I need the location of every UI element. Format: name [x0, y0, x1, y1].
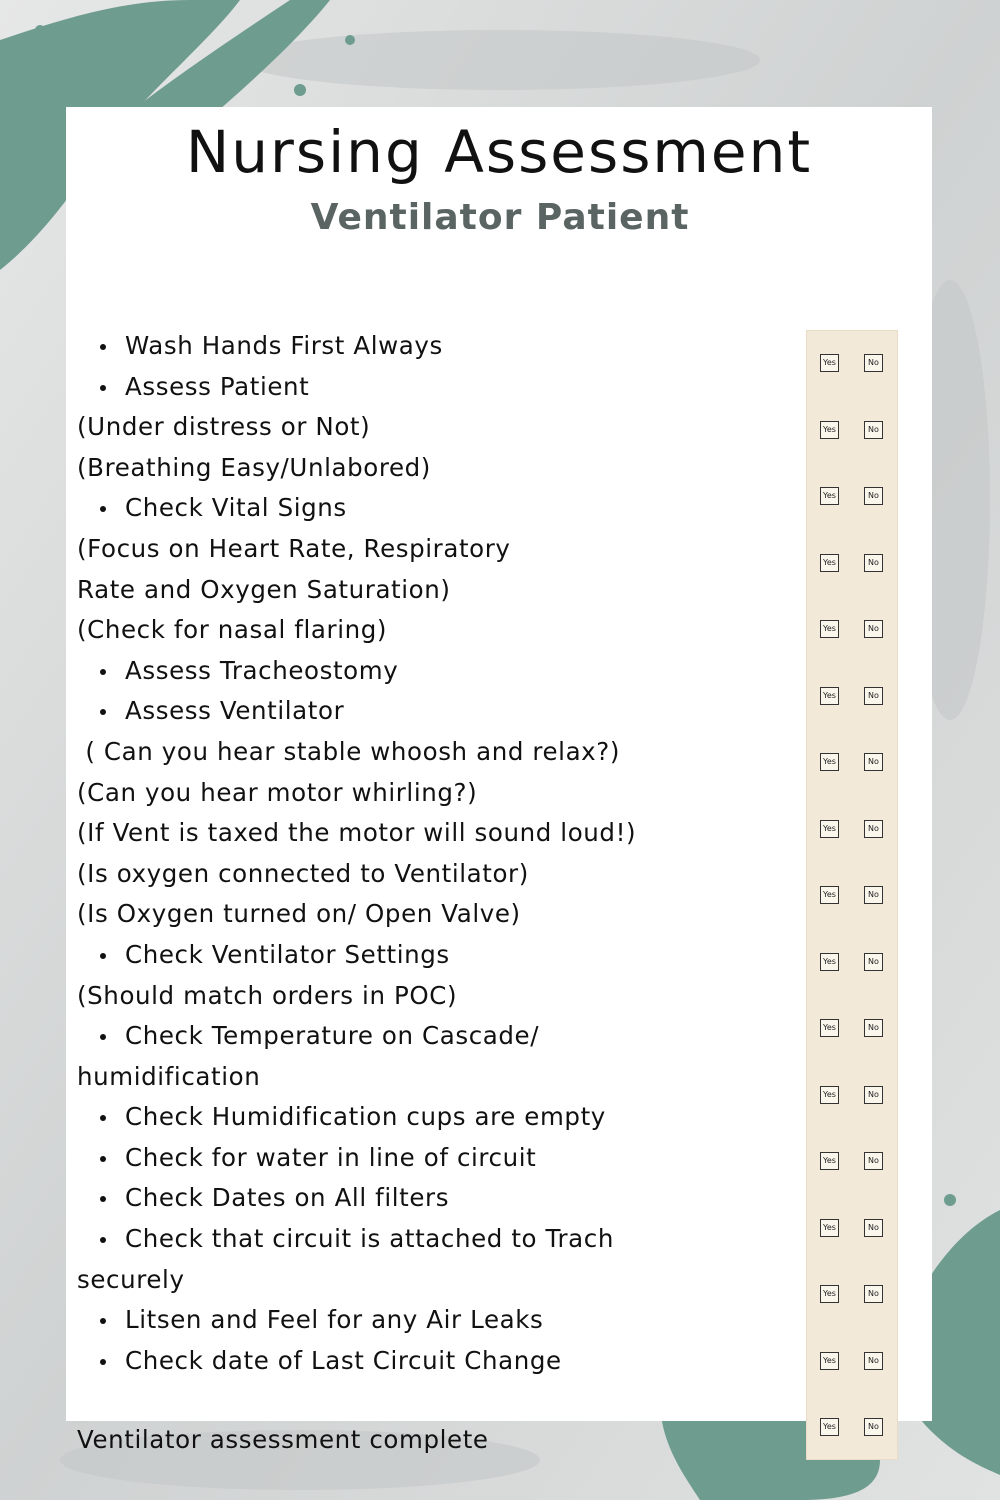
list-item-detail: Rate and Oxygen Saturation) [77, 574, 451, 604]
checkbox-row [806, 820, 898, 840]
checkbox-row [806, 953, 898, 973]
no-checkbox[interactable]: No [864, 1352, 883, 1370]
no-checkbox[interactable]: No [864, 1086, 883, 1104]
yes-checkbox[interactable]: Yes [820, 687, 839, 705]
list-item-detail: humidification [77, 1061, 261, 1091]
list-item-detail: securely [77, 1264, 185, 1294]
no-checkbox[interactable]: No [864, 620, 883, 638]
list-item: Check date of Last Circuit Change [77, 1341, 797, 1382]
list-item-detail: (Can you hear motor whirling?) [77, 777, 478, 807]
yes-checkbox[interactable]: Yes [820, 1285, 839, 1303]
yes-checkbox[interactable]: Yes [820, 886, 839, 904]
list-item: Check Ventilator Settings [77, 935, 797, 976]
list-item-detail: (If Vent is taxed the motor will sound loud!) [77, 818, 637, 848]
list-item: Check Vital Signs [77, 488, 797, 529]
list-item-detail: (Under distress or Not) [77, 412, 371, 442]
checkbox-row [806, 1019, 898, 1039]
yes-checkbox[interactable]: Yes [820, 1219, 839, 1237]
yes-checkbox[interactable]: Yes [820, 421, 839, 439]
checkbox-strip [806, 330, 898, 1460]
footer-text: Ventilator assessment complete [77, 1425, 489, 1454]
yes-checkbox[interactable]: Yes [820, 1352, 839, 1370]
list-item-detail: (Breathing Easy/Unlabored) [77, 452, 431, 482]
no-checkbox[interactable]: No [864, 1285, 883, 1303]
list-item-detail: (Check for nasal flaring) [77, 615, 388, 645]
checkbox-row [806, 1152, 898, 1172]
yes-checkbox[interactable]: Yes [820, 620, 839, 638]
yes-checkbox[interactable]: Yes [820, 487, 839, 505]
list-item-detail: (Focus on Heart Rate, Respiratory [77, 533, 511, 563]
checkbox-row [806, 886, 898, 906]
no-checkbox[interactable]: No [864, 886, 883, 904]
list-item: Check for water in line of circuit [77, 1138, 797, 1179]
no-checkbox[interactable]: No [864, 1152, 883, 1170]
list-item-detail: ( Can you hear stable whoosh and relax?) [77, 736, 621, 766]
yes-checkbox[interactable]: Yes [820, 1086, 839, 1104]
list-item: Check Humidification cups are empty [77, 1097, 797, 1138]
checkbox-row [806, 1418, 898, 1438]
checkbox-row [806, 620, 898, 640]
yes-checkbox[interactable]: Yes [820, 1152, 839, 1170]
checkbox-row [806, 487, 898, 507]
list-item-detail: (Is oxygen connected to Ventilator) [77, 858, 529, 888]
no-checkbox[interactable]: No [864, 487, 883, 505]
no-checkbox[interactable]: No [864, 753, 883, 771]
no-checkbox[interactable]: No [864, 354, 883, 372]
checkbox-row [806, 421, 898, 441]
no-checkbox[interactable]: No [864, 1418, 883, 1436]
list-item: Assess Ventilator [77, 691, 797, 732]
no-checkbox[interactable]: No [864, 953, 883, 971]
no-checkbox[interactable]: No [864, 554, 883, 572]
list-item: Check Dates on All filters [77, 1178, 797, 1219]
yes-checkbox[interactable]: Yes [820, 554, 839, 572]
page-title: Nursing Assessment [185, 118, 813, 186]
checkbox-row [806, 1086, 898, 1106]
yes-checkbox[interactable]: Yes [820, 820, 839, 838]
list-item: Litsen and Feel for any Air Leaks [77, 1300, 797, 1341]
list-item-detail: (Should match orders in POC) [77, 980, 458, 1010]
checkbox-row [806, 753, 898, 773]
yes-checkbox[interactable]: Yes [820, 354, 839, 372]
no-checkbox[interactable]: No [864, 1019, 883, 1037]
yes-checkbox[interactable]: Yes [820, 753, 839, 771]
checkbox-row [806, 687, 898, 707]
no-checkbox[interactable]: No [864, 820, 883, 838]
checkbox-row [806, 1285, 898, 1305]
list-item: Assess Patient [77, 367, 797, 408]
checkbox-row [806, 354, 898, 374]
checkbox-row [806, 1352, 898, 1372]
yes-checkbox[interactable]: Yes [820, 1418, 839, 1436]
list-item-detail: (Is Oxygen turned on/ Open Valve) [77, 899, 521, 929]
assessment-list [77, 326, 797, 1381]
list-item: Check that circuit is attached to Trach [77, 1219, 797, 1260]
yes-checkbox[interactable]: Yes [820, 953, 839, 971]
no-checkbox[interactable]: No [864, 687, 883, 705]
list-item: Wash Hands First Always [77, 326, 797, 367]
page-subtitle: Ventilator Patient [310, 197, 690, 238]
checkbox-row [806, 554, 898, 574]
checkbox-row [806, 1219, 898, 1239]
list-item: Assess Tracheostomy [77, 651, 797, 692]
yes-checkbox[interactable]: Yes [820, 1019, 839, 1037]
list-item: Check Temperature on Cascade/ [77, 1016, 797, 1057]
no-checkbox[interactable]: No [864, 421, 883, 439]
no-checkbox[interactable]: No [864, 1219, 883, 1237]
